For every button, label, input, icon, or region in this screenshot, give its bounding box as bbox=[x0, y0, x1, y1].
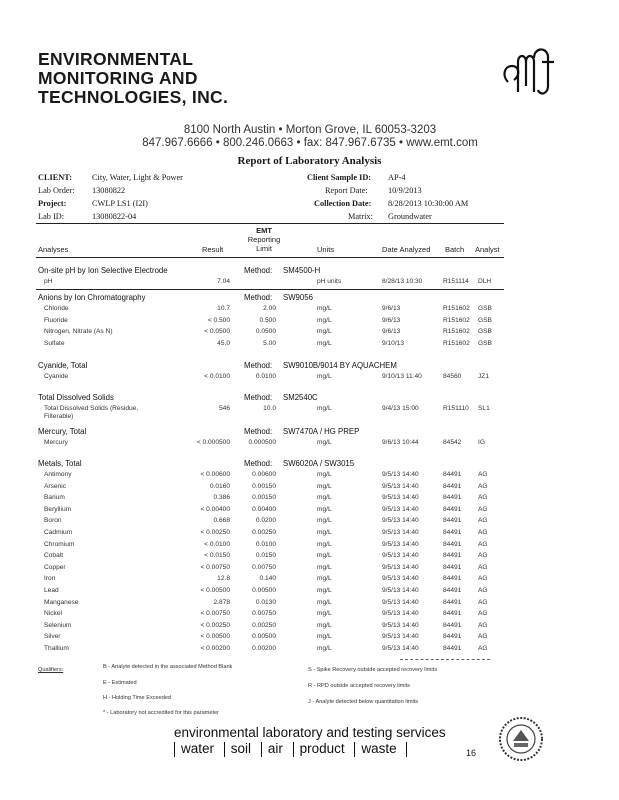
analyte-name: Copper bbox=[44, 563, 66, 571]
reporting-limit: 0.00750 bbox=[252, 563, 276, 571]
result-value: < 0.000500 bbox=[196, 439, 230, 446]
service-air: air bbox=[267, 741, 283, 756]
batch-id: 84491 bbox=[443, 633, 462, 641]
result-value: < 0.00250 bbox=[200, 529, 230, 536]
company-name-line3: TECHNOLOGIES, INC. bbox=[38, 87, 229, 107]
result-value: < 0.00500 bbox=[200, 587, 230, 594]
analyte-name: Manganese bbox=[44, 598, 79, 606]
units: mg/L bbox=[317, 563, 332, 571]
units: mg/L bbox=[317, 505, 332, 513]
date-analyzed: 9/5/13 14:40 bbox=[382, 645, 419, 652]
date-analyzed: 9/4/13 15:00 bbox=[382, 405, 419, 412]
analyte-name: Boron bbox=[44, 517, 62, 525]
analyst: AG bbox=[478, 633, 488, 641]
analyst: AG bbox=[478, 494, 488, 502]
method-label: Method: bbox=[244, 393, 273, 402]
date-analyzed: 9/5/13 14:40 bbox=[382, 563, 419, 571]
lab-order-value: 13080822 bbox=[92, 186, 126, 195]
date-analyzed: 9/10/13 11:40 bbox=[382, 373, 422, 380]
method-value: SW9010B/9014 BY AQUACHEM bbox=[283, 361, 397, 370]
analyte-name: Fluoride bbox=[44, 316, 68, 324]
analyst: AG bbox=[478, 482, 488, 490]
matrix-value: Groundwater bbox=[388, 212, 432, 221]
lab-order-label: Lab Order: bbox=[38, 186, 75, 195]
batch-id: 84491 bbox=[443, 645, 462, 652]
date-analyzed: 9/5/13 14:40 bbox=[382, 540, 419, 548]
date-analyzed: 9/5/13 14:40 bbox=[382, 610, 419, 618]
collection-date-label: Collection Date: bbox=[314, 199, 372, 208]
date-analyzed: 9/6/13 bbox=[382, 328, 401, 336]
date-analyzed: 8/28/13 10:30 bbox=[382, 278, 423, 285]
analyte-name: Silver bbox=[44, 633, 61, 641]
section-title: Cyanide, Total bbox=[38, 361, 88, 370]
units: mg/L bbox=[317, 575, 332, 583]
batch-id: 84560 bbox=[443, 373, 462, 380]
batch-id: R151602 bbox=[443, 305, 470, 312]
units: pH units bbox=[317, 278, 342, 285]
service-waste: waste bbox=[361, 741, 397, 756]
reporting-limit: 10.0 bbox=[263, 405, 276, 412]
reporting-limit: 0.00250 bbox=[252, 529, 276, 536]
batch-id: R151110 bbox=[443, 405, 469, 412]
analyst: IG bbox=[478, 439, 485, 446]
units: mg/L bbox=[317, 439, 332, 446]
result-value: < 0.00750 bbox=[200, 610, 230, 618]
reporting-limit: 0.00150 bbox=[252, 482, 276, 490]
col-batch: Batch bbox=[445, 245, 465, 254]
batch-id: R151602 bbox=[443, 328, 470, 336]
analyst: AG bbox=[478, 517, 488, 525]
analyst: AG bbox=[478, 505, 488, 513]
result-value: < 0.500 bbox=[207, 316, 230, 324]
qualifiers-label: Qualifiers: bbox=[38, 667, 64, 673]
date-analyzed: 9/5/13 14:40 bbox=[382, 471, 419, 478]
section-title: Metals, Total bbox=[38, 459, 82, 468]
date-analyzed: 9/5/13 14:40 bbox=[382, 505, 419, 513]
report-date-value: 10/9/2013 bbox=[388, 186, 422, 195]
date-analyzed: 9/6/13 bbox=[382, 316, 401, 324]
service-water: water bbox=[181, 741, 215, 756]
result-value: 546 bbox=[218, 405, 230, 412]
date-analyzed: 9/5/13 14:40 bbox=[382, 517, 419, 525]
sample-id-value: AP-4 bbox=[388, 173, 406, 182]
col-analyses: Analyses bbox=[38, 245, 69, 254]
analyte-name: pH bbox=[44, 278, 53, 285]
analyte-name: Nitrogen, Nitrate (As N) bbox=[44, 328, 113, 336]
date-analyzed: 9/5/13 14:40 bbox=[382, 529, 419, 536]
company-name-line1: ENVIRONMENTAL bbox=[38, 49, 194, 69]
footer-services bbox=[174, 741, 413, 757]
units: mg/L bbox=[317, 645, 332, 652]
batch-id: R151602 bbox=[443, 339, 470, 347]
analyst: DLH bbox=[478, 278, 492, 285]
units: mg/L bbox=[317, 471, 332, 478]
batch-id: 84491 bbox=[443, 563, 462, 571]
lab-id-label: Lab ID: bbox=[38, 212, 65, 221]
units: mg/L bbox=[317, 552, 332, 560]
reporting-limit: 0.0130 bbox=[255, 598, 276, 606]
date-analyzed: 9/5/13 14:40 bbox=[382, 587, 419, 594]
analyte-name: Sulfate bbox=[44, 339, 65, 347]
col-date-analyzed: Date Analyzed bbox=[382, 245, 431, 254]
reporting-limit: 0.0200 bbox=[255, 517, 276, 525]
reporting-limit: 0.0150 bbox=[255, 552, 276, 560]
analyte-name: Mercury bbox=[44, 439, 68, 446]
reporting-limit: 0.00600 bbox=[252, 471, 276, 478]
project-label: Project: bbox=[38, 199, 67, 208]
reporting-limit: 0.500 bbox=[259, 316, 276, 324]
reporting-limit: 0.00500 bbox=[252, 587, 276, 594]
analyte-name: Antimony bbox=[44, 471, 72, 478]
method-value: SM4500-H bbox=[283, 266, 321, 275]
analyte-name: Iron bbox=[44, 575, 56, 583]
units: mg/L bbox=[317, 633, 332, 641]
method-label: Method: bbox=[244, 361, 273, 370]
analyte-name: Cadmium bbox=[44, 529, 73, 536]
reporting-limit: 0.0100 bbox=[255, 540, 276, 548]
reporting-limit: 2.00 bbox=[263, 305, 276, 312]
batch-id: 84542 bbox=[443, 439, 462, 446]
result-value: 12.8 bbox=[217, 575, 230, 583]
qualifier-h: H - Holding Time Exceeded bbox=[103, 695, 172, 701]
analyst: AG bbox=[478, 552, 488, 560]
date-analyzed: 9/5/13 14:40 bbox=[382, 482, 419, 490]
result-value: < 0.00200 bbox=[200, 645, 230, 652]
units: mg/L bbox=[317, 529, 332, 536]
result-value: < 0.00600 bbox=[200, 471, 230, 478]
reporting-limit: 0.0100 bbox=[255, 373, 276, 380]
company-name bbox=[38, 50, 298, 107]
analyst: JZ1 bbox=[478, 373, 489, 380]
qualifier-j: J - Analyte detected below quantitation limits bbox=[308, 699, 419, 705]
page-number: 16 bbox=[466, 748, 477, 758]
result-value: 2.878 bbox=[213, 598, 230, 606]
analyst: AG bbox=[478, 575, 488, 583]
table-end-rule bbox=[400, 659, 490, 660]
analyte-name: Chloride bbox=[44, 305, 69, 312]
method-label: Method: bbox=[244, 293, 273, 302]
date-analyzed: 9/5/13 14:40 bbox=[382, 494, 419, 502]
batch-id: 84491 bbox=[443, 621, 462, 629]
reporting-limit: 0.00250 bbox=[252, 621, 276, 629]
reporting-limit: 0.00400 bbox=[252, 505, 276, 513]
accreditation-seal-icon bbox=[498, 716, 544, 762]
analyst: SL1 bbox=[478, 405, 490, 412]
batch-id: R151114 bbox=[443, 278, 469, 285]
report-title: Report of Laboratory Analysis bbox=[237, 155, 382, 167]
analyte-name: Thallium bbox=[44, 645, 69, 652]
units: mg/L bbox=[317, 494, 332, 502]
batch-id: 84491 bbox=[443, 540, 462, 548]
batch-id: 84491 bbox=[443, 598, 462, 606]
units: mg/L bbox=[317, 610, 332, 618]
lab-id-value: 13080822-04 bbox=[92, 212, 137, 221]
analyst: AG bbox=[478, 471, 488, 478]
footer-tagline: environmental laboratory and testing services bbox=[174, 725, 446, 740]
analyte-name: Cyanide bbox=[44, 373, 69, 380]
section-title: Total Dissolved Solids bbox=[38, 393, 114, 402]
units: mg/L bbox=[317, 517, 332, 525]
result-value: 10.7 bbox=[217, 305, 230, 312]
units: mg/L bbox=[317, 598, 332, 606]
batch-id: 84491 bbox=[443, 482, 462, 490]
result-value: < 0.00250 bbox=[200, 621, 230, 629]
section-title: Anions by Ion Chromatography bbox=[38, 293, 146, 302]
client-label: CLIENT: bbox=[38, 173, 72, 182]
collection-date-value: 8/28/2013 10:30:00 AM bbox=[388, 199, 469, 208]
analyte-name: Selenium bbox=[44, 621, 72, 629]
units: mg/L bbox=[317, 540, 332, 548]
method-label: Method: bbox=[244, 266, 273, 275]
qualifier-star: * - Laboratory not accredited for this parameter bbox=[103, 710, 219, 716]
date-analyzed: 9/6/13 bbox=[382, 305, 401, 312]
reporting-limit: 0.00200 bbox=[252, 645, 276, 652]
result-value: < 0.00500 bbox=[200, 633, 230, 641]
matrix-label: Matrix: bbox=[348, 212, 373, 221]
date-analyzed: 9/5/13 14:40 bbox=[382, 598, 419, 606]
date-analyzed: 9/5/13 14:40 bbox=[382, 621, 419, 629]
report-date-label: Report Date: bbox=[325, 186, 368, 195]
reporting-limit: 5.00 bbox=[263, 339, 276, 347]
analyst: AG bbox=[478, 540, 488, 548]
qualifier-e: E - Estimated bbox=[103, 680, 137, 686]
batch-id: 84491 bbox=[443, 529, 462, 536]
method-value: SW9056 bbox=[283, 293, 313, 302]
method-value: SM2540C bbox=[283, 393, 318, 402]
section-title: On-site pH by Ion Selective Electrode bbox=[38, 266, 168, 275]
service-soil: soil bbox=[230, 741, 252, 756]
batch-id: 84491 bbox=[443, 494, 462, 502]
units: mg/L bbox=[317, 587, 332, 594]
units: mg/L bbox=[317, 621, 332, 629]
units: mg/L bbox=[317, 316, 332, 324]
col-reporting-limit: EMT Reporting Limit bbox=[247, 226, 281, 253]
client-value: City, Water, Light & Power bbox=[92, 173, 183, 182]
qualifier-b: B - Analyte detected in the associated Method Blank bbox=[103, 664, 233, 670]
section-rule bbox=[36, 289, 504, 290]
date-analyzed: 9/10/13 bbox=[382, 339, 404, 347]
reporting-limit: 0.00500 bbox=[252, 633, 276, 641]
header-rule bbox=[36, 223, 504, 224]
analyte-name: Lead bbox=[44, 587, 59, 594]
service-product: product bbox=[299, 741, 345, 756]
qualifier-r: R - RPD outside accepted recovery limits bbox=[308, 683, 410, 689]
analyst: GSB bbox=[478, 305, 492, 312]
analyte-name: Barium bbox=[44, 494, 65, 502]
analyst: GSB bbox=[478, 339, 492, 347]
result-value: < 0.00400 bbox=[200, 505, 230, 513]
result-value: 45.0 bbox=[217, 339, 230, 347]
reporting-limit: 0.00150 bbox=[252, 494, 276, 502]
method-label: Method: bbox=[244, 427, 273, 436]
section-title: Mercury, Total bbox=[38, 427, 87, 436]
analyst: GSB bbox=[478, 328, 492, 336]
batch-id: 84491 bbox=[443, 471, 462, 478]
reporting-limit: 0.0500 bbox=[255, 328, 276, 336]
analyst: AG bbox=[478, 529, 488, 536]
units: mg/L bbox=[317, 328, 332, 336]
result-value: < 0.0100 bbox=[204, 540, 230, 548]
batch-id: 84491 bbox=[443, 517, 462, 525]
company-address: 8100 North Austin • Morton Grove, IL 60053-3203 bbox=[183, 124, 437, 136]
analyte-name: Beryllium bbox=[44, 505, 72, 513]
analyte-name: Cobalt bbox=[44, 552, 64, 560]
result-value: 7.04 bbox=[217, 278, 230, 285]
reporting-limit: 0.00750 bbox=[252, 610, 276, 618]
method-value: SW6020A / SW3015 bbox=[283, 459, 355, 468]
column-header-rule bbox=[36, 257, 504, 258]
units: mg/L bbox=[317, 339, 332, 347]
sample-id-label: Client Sample ID: bbox=[307, 173, 372, 182]
date-analyzed: 9/5/13 14:40 bbox=[382, 552, 419, 560]
date-analyzed: 9/6/13 10:44 bbox=[382, 439, 419, 446]
method-label: Method: bbox=[244, 459, 273, 468]
analyst: GSB bbox=[478, 316, 492, 324]
analyst: AG bbox=[478, 598, 488, 606]
company-contact: 847.967.6666 • 800.246.0663 • fax: 847.967.6735 • www.emt.com bbox=[142, 137, 478, 149]
project-value: CWLP LS1 (I2I) bbox=[92, 199, 148, 208]
result-value: < 0.0500 bbox=[204, 328, 230, 336]
qualifier-s: S - Spike Recovery outside accepted recovery limits bbox=[308, 667, 438, 673]
result-value: 0.668 bbox=[213, 517, 230, 525]
analyte-name: Arsenic bbox=[44, 482, 66, 490]
batch-id: 84491 bbox=[443, 610, 462, 618]
analyte-name: Nickel bbox=[44, 610, 62, 618]
analyst: AG bbox=[478, 621, 488, 629]
analyte-name: Chromium bbox=[44, 540, 75, 548]
units: mg/L bbox=[317, 405, 332, 412]
units: mg/L bbox=[317, 482, 332, 490]
result-value: 0.0160 bbox=[209, 482, 230, 490]
company-name-line2: MONITORING AND bbox=[38, 68, 198, 88]
batch-id: R151602 bbox=[443, 316, 470, 324]
batch-id: 84491 bbox=[443, 552, 462, 560]
emt-logo-icon bbox=[500, 42, 560, 100]
reporting-limit: 0.000500 bbox=[248, 439, 276, 446]
analyst: AG bbox=[478, 610, 488, 618]
col-result: Result bbox=[202, 245, 224, 254]
analyst: AG bbox=[478, 587, 488, 594]
batch-id: 84491 bbox=[443, 575, 462, 583]
date-analyzed: 9/5/13 14:40 bbox=[382, 575, 419, 583]
result-value: < 0.0100 bbox=[204, 373, 230, 380]
method-value: SW7470A / HG PREP bbox=[283, 427, 360, 436]
result-value: < 0.00750 bbox=[200, 563, 230, 571]
units: mg/L bbox=[317, 305, 332, 312]
analyst: AG bbox=[478, 563, 488, 571]
batch-id: 84491 bbox=[443, 505, 462, 513]
result-value: 0.386 bbox=[213, 494, 230, 502]
batch-id: 84491 bbox=[443, 587, 462, 594]
date-analyzed: 9/5/13 14:40 bbox=[382, 633, 419, 641]
reporting-limit: 0.140 bbox=[259, 575, 276, 583]
analyst: AG bbox=[478, 645, 488, 652]
col-analyst: Analyst bbox=[475, 245, 500, 254]
units: mg/L bbox=[317, 373, 332, 380]
col-units: Units bbox=[317, 245, 335, 254]
analyte-name: Total Dissolved Solids (Residue, Filterable) bbox=[44, 405, 139, 420]
result-value: < 0.0150 bbox=[204, 552, 230, 560]
